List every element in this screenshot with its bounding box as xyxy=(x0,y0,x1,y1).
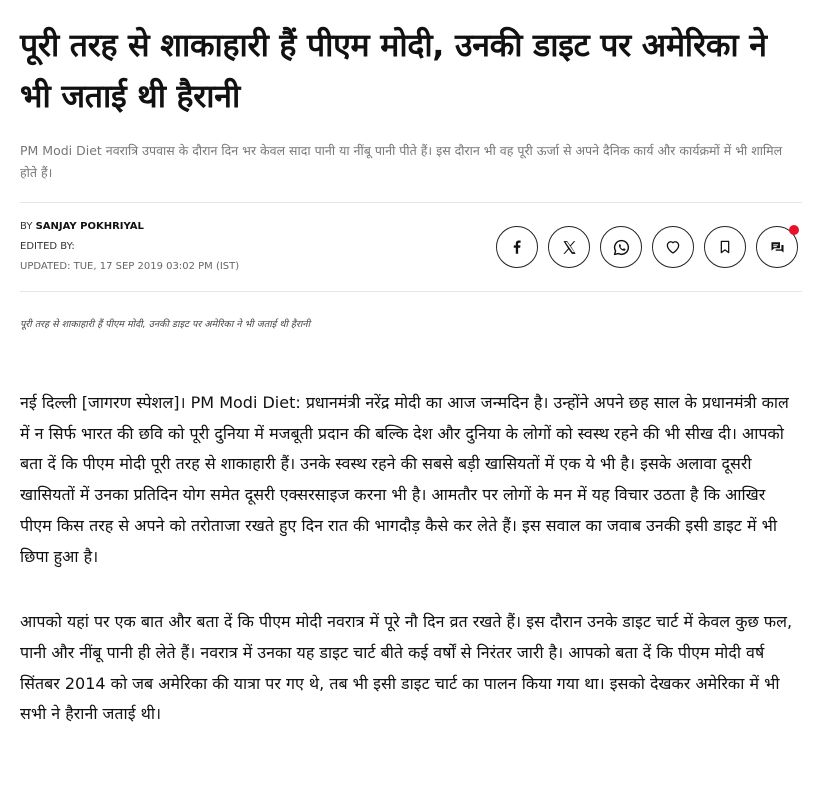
whatsapp-share-button[interactable] xyxy=(600,226,642,268)
facebook-icon xyxy=(508,238,526,256)
heart-icon xyxy=(664,238,682,256)
article-paragraph: नई दिल्ली [जागरण स्पेशल]। PM Modi Diet: प्रधानमंत्री नरेंद्र मोदी का आज जन्मदिन है। उन्होंने अपने छह साल के प्रधानमंत्री काल में न सिर्फ भारत की छवि को पूरी दुनिया में मजबूती प्रदान की बल्कि देश और दुनिया के लोगों को स्वस्थ रहने की भी सीख दी। आपको बता दें कि पीएम मोदी पूरी तरह से शाकाहारी हैं। उनके स्वस्थ रहने की सबसे बड़ी खासियतों में एक ये भी है। इसके अलावा दूसरी खासियतों में उनका प्रतिदिन योग समेत दूसरी एक्सरसाइज करना भी है। आमतौर पर लोगों के मन में यह विचार उठता है कि आखिर पीएम किस तरह से अपने को तरोताजा रखते हुए दिन रात की भागदौड़ कैसे कर लेते हैं। इस सवाल का जवाब उनकी इसी डाइट में भी छिपा हुआ है। xyxy=(20,393,789,566)
facebook-share-button[interactable] xyxy=(496,226,538,268)
bookmark-button[interactable] xyxy=(704,226,746,268)
x-share-button[interactable] xyxy=(548,226,590,268)
x-twitter-icon xyxy=(561,239,578,256)
article-headline: पूरी तरह से शाकाहारी हैं पीएम मोदी, उनकी डाइट पर अमेरिका ने भी जताई थी हैरानी xyxy=(20,26,767,115)
author-link[interactable]: SANJAY POKHRIYAL xyxy=(35,221,144,232)
image-caption: पूरी तरह से शाकाहारी हैं पीएम मोदी, उनकी डाइट पर अमेरिका ने भी जताई थी हैरानी xyxy=(20,319,311,330)
article-body xyxy=(20,388,802,730)
bookmark-icon xyxy=(717,239,733,255)
comment-button[interactable] xyxy=(756,226,798,268)
article-meta-row xyxy=(20,203,802,292)
like-button[interactable] xyxy=(652,226,694,268)
whatsapp-icon xyxy=(612,238,631,257)
comment-icon xyxy=(769,239,786,256)
share-toolbar xyxy=(496,226,798,268)
by-prefix: BY xyxy=(20,221,33,232)
notification-dot xyxy=(789,225,799,235)
article-summary: PM Modi Diet नवरात्रि उपवास के दौरान दिन भर केवल सादा पानी या नींबू पानी पीते हैं। इस दौरान भी वह पूरी ऊर्जा से अपने दैनिक कार्य और कार्यक्रमों में भी शामिल होते हैं। xyxy=(20,140,802,203)
article-paragraph: आपको यहां पर एक बात और बता दें कि पीएम मोदी नवरात्र में पूरे नौ दिन व्रत रखते हैं। इस दौरान उनके डाइट चार्ट में केवल कुछ फल, पानी और नींबू पानी ही लेते हैं। नवरात्र में उनका यह डाइट चार्ट बीते कई वर्षों से निरंतर जारी है। आपको बता दें कि पीएम मोदी वर्ष सिंतबर 2014 को जब अमेरिका की यात्रा पर गए थे, तब भी इसी डाइट चार्ट का पालन किया गया था। इसको देखकर अमेरिका में भी सभी ने हैरानी जताई थी। xyxy=(20,612,793,724)
edited-by: EDITED BY: xyxy=(20,241,75,252)
author-line xyxy=(20,217,239,237)
byline xyxy=(20,217,239,277)
updated-timestamp: UPDATED: TUE, 17 SEP 2019 03:02 PM (IST) xyxy=(20,261,240,272)
